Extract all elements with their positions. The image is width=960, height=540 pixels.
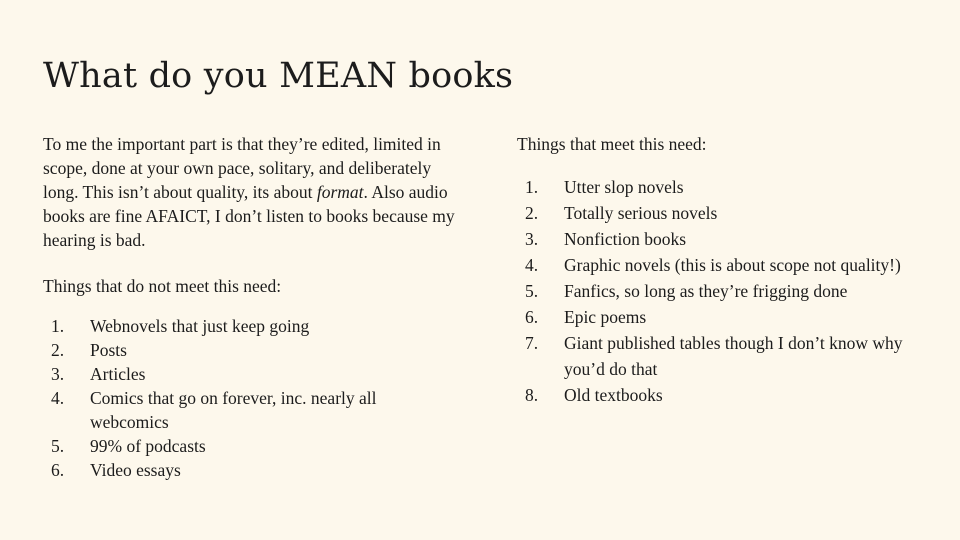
list-item-text: Fanfics, so long as they’re frigging done (564, 281, 848, 301)
intro-italic-word: format (316, 182, 364, 202)
list-item (517, 304, 937, 330)
list-item-number: 3. (525, 229, 539, 249)
intro-text-end: . Also audio books are fine AFAICT, I don’t listen to books because my hearing is bad. (43, 182, 455, 250)
list-item (517, 200, 937, 226)
list-item (43, 362, 463, 386)
list-item-number: 5. (525, 281, 539, 301)
list-item-number: 7. (525, 333, 539, 353)
list-item (43, 338, 463, 362)
list-item-number: 2. (525, 203, 539, 223)
list-item-text: Utter slop novels (564, 177, 684, 197)
list-item-number: 1. (525, 177, 539, 197)
list-item-number: 4. (525, 255, 539, 275)
list-item-number: 5. (51, 436, 65, 456)
list-item (43, 458, 463, 482)
list-item-number: 1. (51, 316, 65, 336)
list-item-text: Nonfiction books (564, 229, 687, 249)
list-item (43, 314, 463, 338)
list-item-number: 4. (51, 388, 65, 408)
list-item-number: 6. (525, 307, 539, 327)
list-item (517, 278, 937, 304)
meet-heading: Things that meet this need: (517, 134, 707, 154)
list-item-text: 99% of podcasts (90, 436, 206, 456)
list-item-text: Webnovels that just keep going (90, 316, 310, 336)
list-item-text: Epic poems (564, 307, 647, 327)
left-column (43, 132, 463, 482)
list-item (517, 382, 937, 408)
intro-paragraph (43, 132, 463, 252)
list-item-text: Totally serious novels (564, 203, 718, 223)
list-item-number: 3. (51, 364, 65, 384)
list-item (517, 252, 937, 278)
list-item-text: Articles (90, 364, 146, 384)
list-item-text: Old textbooks (564, 385, 663, 405)
list-item (517, 330, 937, 382)
list-item-text: Graphic novels (this is about scope not quality!) (564, 255, 901, 275)
right-column (517, 132, 937, 408)
list-item-text: Comics that go on forever, inc. nearly all webcomics (90, 388, 377, 432)
list-item-text: Posts (90, 340, 127, 360)
list-item (517, 226, 937, 252)
not-meet-list (43, 314, 463, 482)
meet-list (517, 174, 937, 408)
intro-text-start: To me the important part is that they’re edited, limited in scope, done at your own pace, solitary, and deliberately long. This isn’t about quality, its about (43, 134, 441, 202)
list-item-number: 8. (525, 385, 539, 405)
list-item (43, 386, 463, 434)
slide-title: What do you MEAN books (43, 56, 514, 96)
list-item (43, 434, 463, 458)
list-item-text: Video essays (90, 460, 181, 480)
list-item (517, 174, 937, 200)
list-item-text: Giant published tables though I don’t know why you’d do that (564, 333, 903, 379)
list-item-number: 6. (51, 460, 65, 480)
not-meet-heading: Things that do not meet this need: (43, 276, 282, 296)
list-item-number: 2. (51, 340, 65, 360)
